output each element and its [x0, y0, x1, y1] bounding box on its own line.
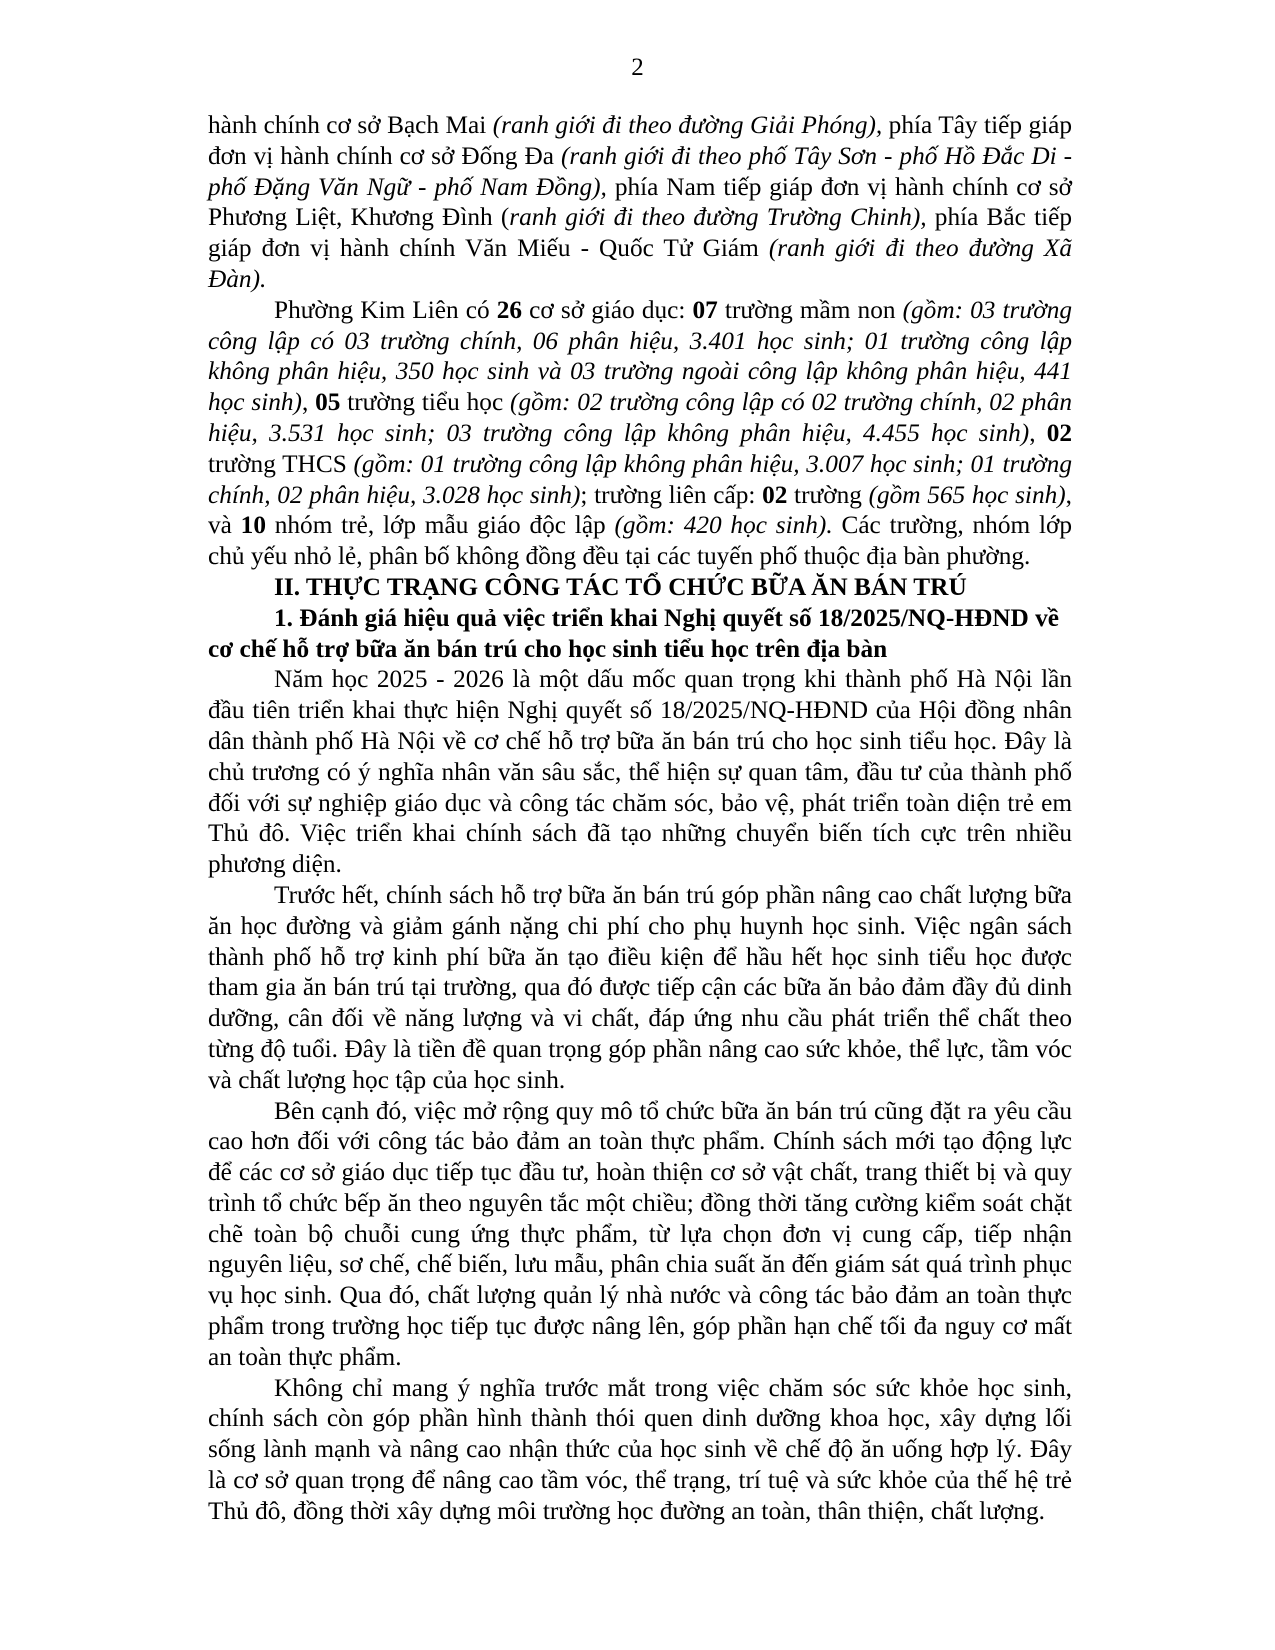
text-run: phía Bắc tiếp giáp đơn vị hành chính Văn Miếu - Quốc Tử Giám	[208, 203, 1073, 263]
text-run: nhóm trẻ, lớp mẫu giáo độc lập	[265, 511, 615, 540]
bold-run: 05	[315, 388, 341, 417]
text-run: ; trường liên cấp:	[580, 480, 763, 509]
italic-run: ranh giới đi theo đường Trường Chinh),	[509, 203, 927, 232]
subsection-heading-line1: 1. Đánh giá hiệu quả việc triển khai Nghị quyết số 18/2025/NQ-HĐND về	[274, 603, 1059, 632]
italic-run: (gồm: 03 trường công lập có 03 trường chính, 06 phân hiệu, 3.401 học sinh; 01 trường công lập không phân hiệu, 350 học sinh và 03 trường ngoài công lập không phân hiệu, 441 học sinh)	[208, 295, 1073, 417]
bold-run: 02	[762, 480, 788, 509]
italic-run: (ranh giới đi theo đường Giải Phóng),	[492, 111, 883, 139]
paragraph-nutrition-habits: Không chỉ mang ý nghĩa trước mắt trong việc chăm sóc sức khỏe học sinh, chính sách còn góp phần hình thành thói quen dinh dưỡng khoa học, xây dựng lối sống lành mạnh và nâng cao nhận thức của học sinh về chế độ ăn uống hợp lý. Đây là cơ sở quan trọng để nâng cao tầm vóc, thể trạng, trí tuệ và sức khỏe của thế hệ trẻ Thủ đô, đồng thời xây dựng môi trường học đường an toàn, thân thiện, chất lượng.	[208, 1373, 1072, 1525]
text-run: trường mầm non	[717, 295, 903, 324]
paragraph-boundaries	[208, 110, 1072, 295]
paragraph-quality: Trước hết, chính sách hỗ trợ bữa ăn bán trú góp phần nâng cao chất lượng bữa ăn học đường và giảm gánh nặng chi phí cho phụ huynh học sinh. Việc ngân sách thành phố hỗ trợ kinh phí bữa ăn tạo điều kiện để hầu hết học sinh tiểu học được tham gia ăn bán trú tại trường, qua đó được tiếp cận các bữa ăn bảo đảm đầy đủ dinh dưỡng, cân đối về năng lượng và vi chất, đáp ứng nhu cầu phát triển thể chất theo từng độ tuổi. Đây là tiền đề quan trọng góp phần nâng cao sức khỏe, thể lực, tầm vóc và chất lượng học tập của học sinh.	[208, 880, 1072, 1094]
paragraph-schools	[208, 295, 1072, 572]
bold-run: 07	[692, 295, 718, 324]
paragraph-overview: Năm học 2025 - 2026 là một dấu mốc quan trọng khi thành phố Hà Nội lần đầu tiên triển khai thực hiện Nghị quyết số 18/2025/NQ-HĐND của Hội đồng nhân dân thành phố Hà Nội về cơ chế hỗ trợ bữa ăn bán trú cho học sinh tiểu học. Đây là chủ trương có ý nghĩa nhân văn sâu sắc, thể hiện sự quan tâm, đầu tư của thành phố đối với sự nghiệp giáo dục và công tác chăm sóc, bảo vệ, phát triển toàn diện trẻ em Thủ đô. Việc triển khai chính sách đã tạo những chuyển biến tích cực trên nhiều phương diện.	[208, 665, 1072, 879]
section-heading: II. THỰC TRẠNG CÔNG TÁC TỔ CHỨC BỮA ĂN BÁN TRÚ	[274, 572, 967, 601]
text-run: trường	[787, 480, 869, 509]
document-body	[208, 110, 1072, 1527]
text-run: Các trường, nhóm lớp chủ yếu nhỏ lẻ, phân bố không đồng đều tại các tuyến phố thuộc địa bàn phường.	[208, 511, 1072, 571]
page-number: 2	[631, 54, 644, 81]
text-run: ,	[1029, 418, 1047, 447]
italic-run: (ranh giới đi theo phố Tây Sơn - phố Hồ Đắc Di - phố Đặng Văn Ngữ - phố Nam Đồng),	[208, 141, 1072, 201]
bold-run: 02	[1046, 418, 1072, 447]
text-run: , và	[208, 480, 1072, 540]
text-run: hành chính cơ sở Bạch Mai	[208, 111, 493, 139]
italic-run: (gồm: 420 học sinh).	[614, 511, 833, 540]
italic-run: (gồm: 01 trường công lập không phân hiệu, 3.007 học sinh; 01 trường chính, 02 phân hiệu, 3.028 học sinh)	[208, 449, 1072, 509]
text-run: Phường Kim Liên có	[274, 295, 497, 324]
text-run: trường THCS	[208, 449, 354, 478]
bold-run: 26	[496, 295, 523, 324]
text-run: phía Nam tiếp giáp đơn vị hành chính cơ sở Phương Liệt, Khương Đình (	[208, 172, 1072, 232]
text-run: ,	[301, 388, 316, 417]
italic-run: (gồm 565 học sinh)	[868, 480, 1066, 509]
subsection-heading-line2: cơ chế hỗ trợ bữa ăn bán trú cho học sinh tiểu học trên địa bàn	[208, 634, 888, 663]
text-run: trường tiểu học	[340, 388, 511, 417]
italic-run: (gồm: 02 trường công lập có 02 trường chính, 02 phân hiệu, 3.531 học sinh; 03 trường công lập không phân hiệu, 4.455 học sinh)	[208, 388, 1073, 447]
text-run: phía Tây tiếp giáp đơn vị hành chính cơ sở Đống Đa	[208, 111, 1073, 170]
italic-run: (ranh giới đi theo đường Xã Đàn).	[208, 234, 1072, 293]
bold-run: 10	[240, 511, 266, 540]
paragraph-food-safety: Bên cạnh đó, việc mở rộng quy mô tổ chức bữa ăn bán trú cũng đặt ra yêu cầu cao hơn đối với công tác bảo đảm an toàn thực phẩm. Chính sách mới tạo động lực để các cơ sở giáo dục tiếp tục đầu tư, hoàn thiện cơ sở vật chất, trang thiết bị và quy trình tổ chức bếp ăn theo nguyên tắc một chiều; đồng thời tăng cường kiểm soát chặt chẽ toàn bộ chuỗi cung ứng thực phẩm, từ lựa chọn đơn vị cung cấp, tiếp nhận nguyên liệu, sơ chế, chế biến, lưu mẫu, phân chia suất ăn đến giám sát quá trình phục vụ học sinh. Qua đó, chất lượng quản lý nhà nước và công tác bảo đảm an toàn thực phẩm trong trường học tiếp tục được nâng lên, góp phần hạn chế tối đa nguy cơ mất an toàn thực phẩm.	[208, 1096, 1072, 1371]
text-run: cơ sở giáo dục:	[522, 295, 693, 324]
